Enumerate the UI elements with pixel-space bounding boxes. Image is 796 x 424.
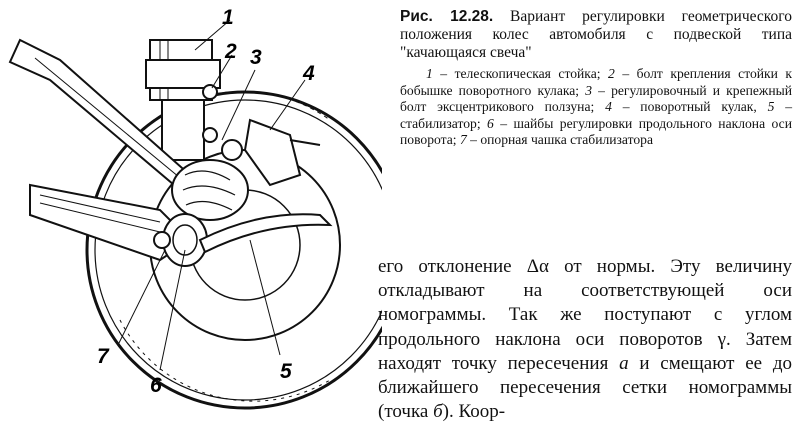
strut-lower [162, 100, 204, 160]
legend-num: 5 [767, 99, 775, 114]
point-a: а [619, 352, 629, 374]
leader-6 [160, 250, 185, 370]
legend-text: – регулировочный и крепежный болт эксцентрикового ползуна; [400, 82, 793, 114]
legend-num: 4 [605, 99, 612, 114]
legend-num: 7 [459, 132, 467, 147]
bolt-3 [203, 128, 217, 142]
knuckle-arm [245, 120, 300, 185]
callout-6: 6 [150, 374, 162, 397]
legend-text: – телескопическая стойка; [440, 66, 601, 81]
callout-4: 4 [303, 62, 315, 85]
figure-caption [400, 8, 792, 62]
legend-num: 6 [487, 115, 494, 131]
figure-title: Вариант регулировки геометрического положения колес автомобиля с подвеской типа "качающаяся свеча" [400, 8, 793, 61]
callout-2: 2 [225, 40, 237, 63]
body-paragraph [378, 255, 792, 424]
suspension-drawing [0, 0, 382, 412]
legend-text: – опорная чашка стабилизатора [470, 132, 653, 147]
legend-num: 1 [426, 66, 433, 81]
callout-5: 5 [280, 360, 292, 383]
leader-4 [270, 80, 305, 130]
callout-7: 7 [97, 345, 109, 368]
eccentric-slider [222, 140, 242, 160]
legend-text: – шайбы регулировки продольного наклона оси поворота; [400, 115, 792, 147]
body-part-2: и смещают ее до ближайшего пересечения сетки номограммы (точка [378, 352, 793, 423]
leader-7 [118, 250, 165, 345]
point-b: б [433, 401, 443, 423]
bolt-2 [203, 85, 217, 99]
figure-label: Рис. 12.28. [400, 8, 494, 25]
callout-3: 3 [250, 46, 262, 69]
body-part-1: его отклонение Δα от нормы. Эту величину откладывают на соответствующей оси номограммы. Так же поступают с углом продольного наклона оси поворотов γ. Затем находят точку пересечения [378, 256, 792, 374]
callout-1: 1 [222, 6, 234, 29]
legend-text: – поворотный кулак, [622, 99, 757, 114]
caliper-line [290, 140, 320, 145]
legend-text: – стабилизатор; [400, 99, 792, 131]
washer-bolt [154, 232, 170, 248]
strut-clamp [146, 60, 220, 88]
figure-legend [400, 66, 792, 149]
body-part-3: ). Коор- [442, 401, 506, 423]
legend-num: 2 [608, 66, 615, 81]
legend-text: – болт крепления стойки к бобышке поворотного кулака; [400, 66, 793, 98]
legend-num: 3 [585, 82, 593, 98]
suspension-figure [0, 0, 382, 412]
